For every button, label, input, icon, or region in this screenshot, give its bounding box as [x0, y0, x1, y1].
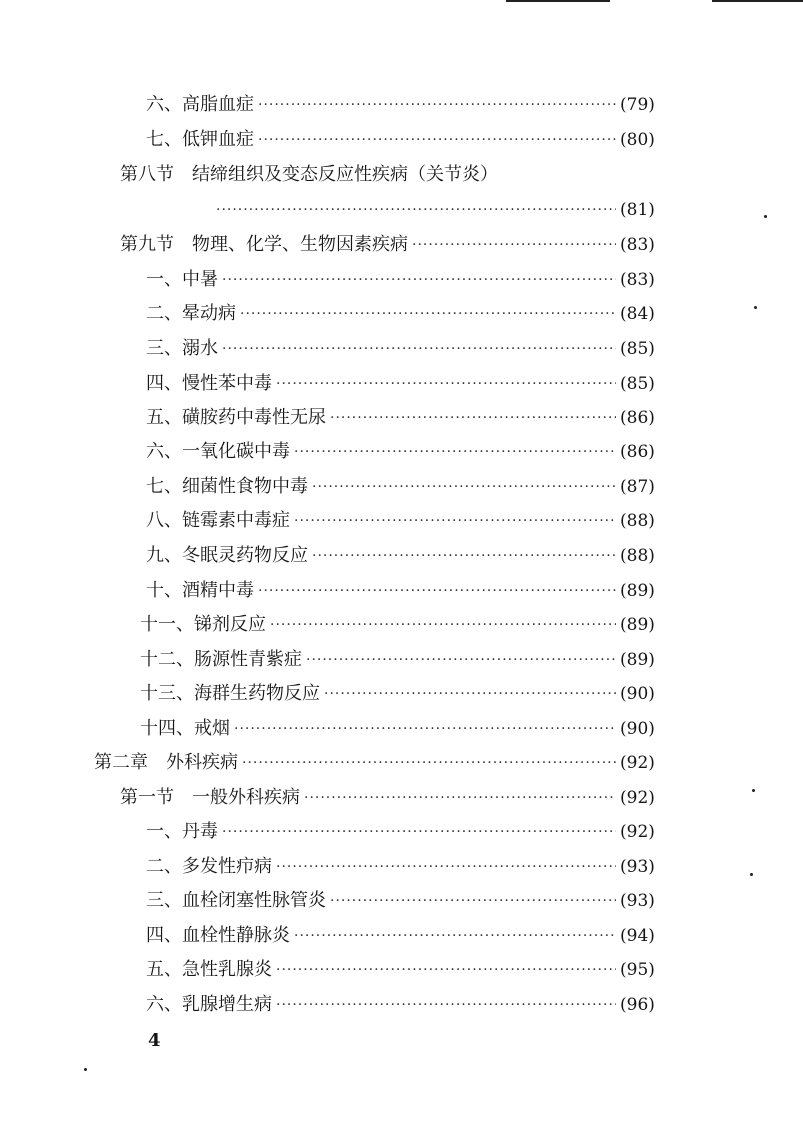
toc-entry-title: 二、多发性疖病: [146, 856, 272, 877]
toc-leader-dots: [258, 574, 616, 608]
toc-entry-title: 九、冬眠灵药物反应: [146, 545, 308, 566]
toc-entry-title: 八、链霉素中毒症: [146, 510, 290, 531]
toc-entry-page: (79): [620, 95, 655, 115]
toc-entry-page: (94): [620, 926, 655, 946]
toc-leader-dots: [324, 677, 616, 711]
toc-entry: [146, 88, 666, 122]
toc-entry-title: 三、血栓闭塞性脉管炎: [146, 890, 326, 911]
toc-leader-dots: [276, 850, 616, 884]
toc-entry-title: 十三、海群生药物反应: [140, 683, 320, 704]
toc-section-heading: [120, 228, 666, 262]
toc-entry-page: (88): [620, 511, 655, 531]
toc-entry: [146, 470, 666, 504]
toc-entry-page: (87): [620, 477, 655, 497]
toc-entry-title: 六、乳腺增生病: [146, 994, 272, 1015]
header-rule-right: [712, 0, 803, 2]
page-number: 4: [148, 1030, 161, 1051]
toc-entry-title: 四、血栓性静脉炎: [146, 925, 290, 946]
toc-section-heading: [120, 781, 666, 815]
toc-entry-page: (92): [620, 753, 655, 773]
toc-leader-dots: [276, 988, 616, 1022]
toc-entry: [140, 608, 666, 642]
toc-entry-page: (89): [620, 650, 655, 670]
scan-speck: [750, 873, 753, 876]
toc-entry: [146, 504, 666, 538]
toc-entry-page: (89): [620, 581, 655, 601]
toc-entry: [146, 401, 666, 435]
toc-entry-page: (93): [620, 891, 655, 911]
toc-entry-page: (92): [620, 822, 655, 842]
toc-entry: [146, 850, 666, 884]
scan-speck: [764, 215, 767, 218]
toc-entry: [146, 123, 666, 157]
toc-leader-dots: [258, 123, 616, 157]
toc-leader-dots: [234, 712, 616, 746]
toc-entry-page: (86): [620, 442, 655, 462]
toc-leader-dots: [216, 193, 616, 227]
toc-entry-continuation: [212, 193, 666, 227]
toc-entry-title: 五、磺胺药中毒性无尿: [146, 407, 326, 428]
toc-entry: [146, 953, 666, 987]
toc-leader-dots: [294, 435, 616, 469]
toc-leader-dots: [312, 470, 616, 504]
toc-leader-dots: [294, 919, 616, 953]
toc-entry-page: (88): [620, 546, 655, 566]
toc-entry-page: (92): [620, 788, 655, 808]
toc-entry-page: (95): [620, 960, 655, 980]
toc-entry-page: (83): [620, 235, 655, 255]
scan-speck: [754, 306, 757, 309]
toc-leader-dots: [222, 815, 616, 849]
toc-entry-page: (85): [620, 339, 655, 359]
toc-entry: [140, 712, 666, 746]
scan-speck: [752, 789, 755, 792]
toc-entry-title: 十二、肠源性青紫症: [140, 649, 302, 670]
toc-entry-page: (90): [620, 684, 655, 704]
toc-leader-dots: [330, 401, 616, 435]
toc-entry-title: 第八节 结缔组织及变态反应性疾病（关节炎）: [120, 164, 498, 185]
toc-entry-page: (96): [620, 995, 655, 1015]
toc-entry-title: 四、慢性苯中毒: [146, 373, 272, 394]
scan-speck: [84, 1068, 87, 1071]
toc-entry-page: (85): [620, 374, 655, 394]
toc-leader-dots: [240, 297, 616, 331]
toc-entry: [146, 263, 666, 297]
toc-section-heading: [120, 158, 666, 192]
toc-entry: [146, 539, 666, 573]
toc-entry: [146, 884, 666, 918]
toc-entry: [146, 297, 666, 331]
toc-entry: [146, 332, 666, 366]
toc-entry: [146, 574, 666, 608]
toc-entry: [146, 435, 666, 469]
toc-entry-page: (89): [620, 615, 655, 635]
toc-chapter-heading: [94, 746, 666, 780]
toc-entry-title: 一、中暑: [146, 269, 218, 290]
toc-entry-title: 十、酒精中毒: [146, 580, 254, 601]
toc-entry-page: (80): [620, 130, 655, 150]
toc-entry: [146, 815, 666, 849]
toc-leader-dots: [258, 88, 616, 122]
toc-entry-title: 三、溺水: [146, 338, 218, 359]
toc-entry-page: (86): [620, 408, 655, 428]
toc-entry-title: 第一节 一般外科疾病: [120, 787, 300, 808]
toc-leader-dots: [276, 953, 616, 987]
toc-entry: [146, 988, 666, 1022]
toc-entry-page: (84): [620, 304, 655, 324]
toc-entry-title: 五、急性乳腺炎: [146, 959, 272, 980]
toc-leader-dots: [306, 643, 616, 677]
toc-entry-title: 第二章 外科疾病: [94, 752, 238, 773]
toc-leader-dots: [222, 332, 616, 366]
toc-leader-dots: [312, 539, 616, 573]
toc-entry-title: 七、细菌性食物中毒: [146, 476, 308, 497]
toc-entry-title: 十一、锑剂反应: [140, 614, 266, 635]
toc-entry-title: 六、高脂血症: [146, 94, 254, 115]
toc-leader-dots: [330, 884, 616, 918]
toc-entry-page: (90): [620, 719, 655, 739]
toc-entry: [140, 643, 666, 677]
toc-leader-dots: [412, 228, 616, 262]
toc-entry-title: 七、低钾血症: [146, 129, 254, 150]
toc-leader-dots: [222, 263, 616, 297]
toc-entry-title: 十四、戒烟: [140, 718, 230, 739]
toc-entry-page: (83): [620, 270, 655, 290]
toc-leader-dots: [294, 504, 616, 538]
toc-leader-dots: [270, 608, 616, 642]
header-rule-left: [506, 0, 610, 2]
toc-entry-title: 第九节 物理、化学、生物因素疾病: [120, 234, 408, 255]
toc-entry-title: 六、一氧化碳中毒: [146, 441, 290, 462]
toc-leader-dots: [276, 367, 616, 401]
toc-entry: [146, 367, 666, 401]
toc-entry: [146, 919, 666, 953]
toc-leader-dots: [242, 746, 616, 780]
toc-entry-page: (93): [620, 857, 655, 877]
toc-entry-title: 二、晕动病: [146, 303, 236, 324]
toc-entry-page: (81): [620, 200, 655, 220]
toc-entry-title: 一、丹毒: [146, 821, 218, 842]
toc-entry: [140, 677, 666, 711]
toc-leader-dots: [304, 781, 616, 815]
